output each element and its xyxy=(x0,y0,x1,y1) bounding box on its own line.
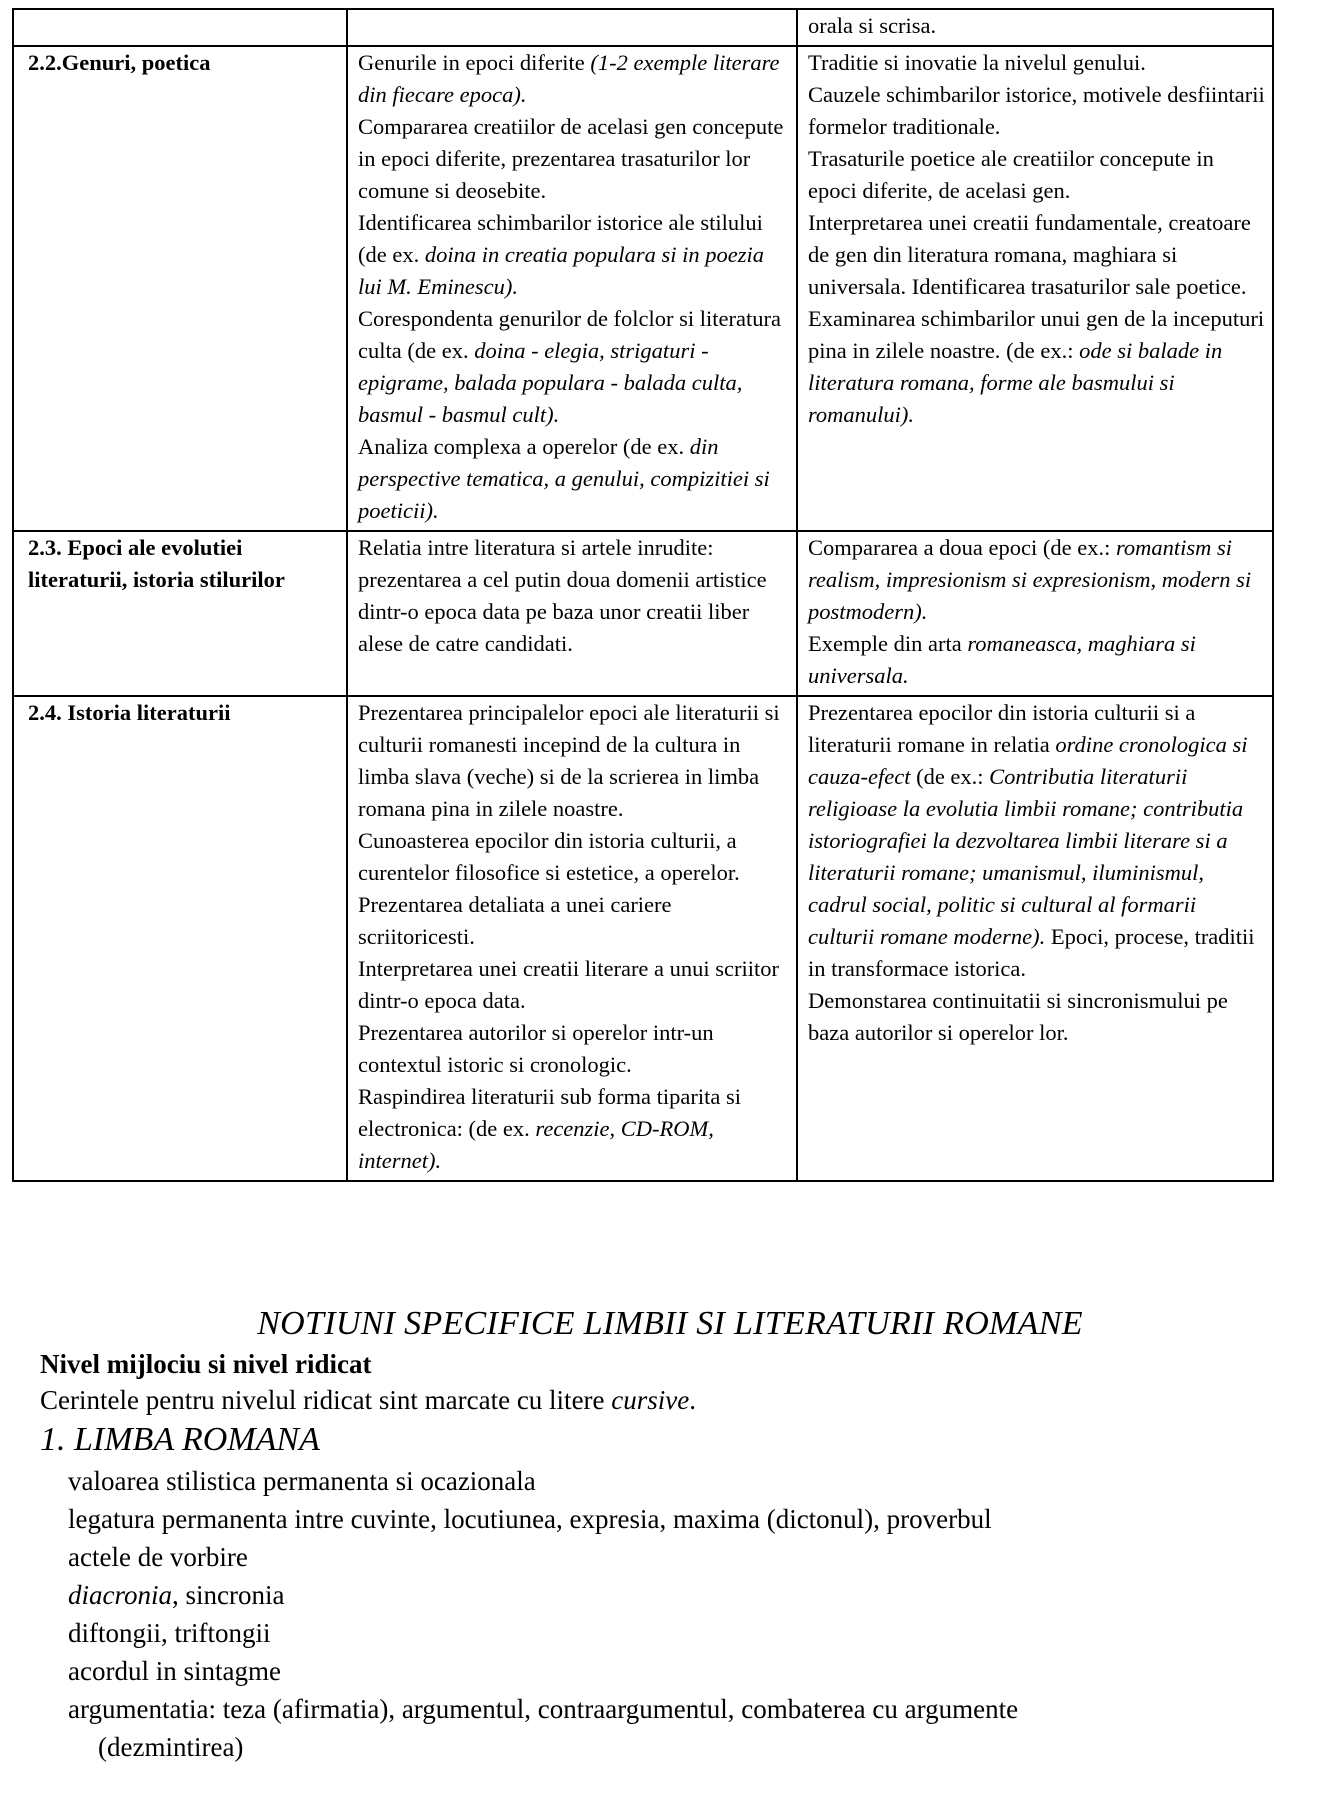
paragraph xyxy=(808,207,1266,303)
text-run: Trasaturile poetice ale creatiilor concepute in epoci diferite, de acelasi gen. xyxy=(808,146,1214,203)
text-run: orala si scrisa. xyxy=(808,13,937,38)
paragraph xyxy=(358,825,790,953)
last-item-line2: (dezmintirea) xyxy=(98,1732,244,1762)
list-item xyxy=(68,1614,1310,1652)
paragraph xyxy=(808,628,1266,692)
terms-list xyxy=(40,1462,1310,1690)
notes-title: NOTIUNI SPECIFICE LIMBII SI LITERATURII ROMANE xyxy=(257,1305,1083,1342)
text-run: Traditie si inovatie la nivelul genului. xyxy=(808,50,1146,75)
text-run: Raspindirea literaturii sub forma tiparita si electronica: (de ex. xyxy=(358,1084,742,1141)
text-run: Corespondenta genurilor de folclor si literatura culta xyxy=(358,306,781,363)
text-run: (de ex.: xyxy=(1006,338,1080,363)
paragraph xyxy=(358,1081,790,1177)
text-run: Demonstarea continuitatii si sincronismului pe baza autorilor si operelor lor. xyxy=(808,988,1228,1045)
list-item xyxy=(68,1690,1310,1766)
text-run: Interpretarea unei creatii fundamentale, creatoare de gen din literatura romana, maghiara si universala. Identificarea trasaturilor sale poetice. xyxy=(808,210,1251,299)
italic-text: ordine cronologica si cauza-efect xyxy=(808,732,1248,789)
content-cell xyxy=(347,531,797,696)
text-run: Analiza complexa a operelor xyxy=(358,434,623,459)
paragraph xyxy=(358,532,790,660)
text-run: legatura permanenta intre cuvinte, locutiunea, expresia, maxima (dictonul), proverbul xyxy=(68,1504,992,1534)
text-run: (de ex. xyxy=(358,242,425,267)
section-heading: 1. LIMBA ROMANA xyxy=(40,1421,320,1458)
list-item xyxy=(68,1500,1310,1538)
text-run: Cunoasterea epocilor din istoria culturii, a curentelor filosofice si estetice, a operelor. Prezentarea detaliata a unei cariere scriitoricesti. xyxy=(358,828,740,949)
italic-text: diacronia xyxy=(68,1580,172,1610)
italic-text: romantism si realism, impresionism si expresionism, modern si postmodern). xyxy=(808,535,1252,624)
text-run: Compararea creatiilor de acelasi gen concepute in epoci diferite, prezentarea trasaturilor lor comune si deosebite. xyxy=(358,114,784,203)
text-run: Interpretarea unei creatii literare a unui scriitor dintr-o epoca data. xyxy=(358,956,780,1013)
paragraph xyxy=(808,10,1266,42)
curriculum-table-body xyxy=(13,9,1273,1181)
paragraph xyxy=(808,303,1266,431)
text-run: Prezentarea epocilor din istoria culturii si a literaturii romane in relatia xyxy=(808,700,1196,757)
table-row xyxy=(13,9,1273,46)
italic-text: din perspective tematica, a genului, compizitiei si poeticii). xyxy=(358,434,770,523)
paragraph xyxy=(808,47,1266,79)
paragraph xyxy=(358,697,790,825)
list-item xyxy=(68,1462,1310,1500)
paragraph xyxy=(358,207,790,303)
text-run: Relatia intre literatura si artele inrudite: prezentarea a cel putin doua domenii artistice dintr-o epoca data pe baza unor creatii liber alese de catre candidati. xyxy=(358,535,767,656)
topic-cell xyxy=(13,9,347,46)
list-item xyxy=(68,1538,1310,1576)
last-item-line1: argumentatia: teza (afirmatia), argumentul, contraargumentul, combaterea cu argumente xyxy=(68,1694,1019,1724)
topic-cell: 2.2.Genuri, poetica xyxy=(13,46,347,531)
cursive-note xyxy=(40,1382,1310,1418)
text-run: Compararea a doua epoci xyxy=(808,535,1043,560)
text-run: Identificarea schimbarilor istorice ale stilului xyxy=(358,210,763,235)
text-run: (de ex. xyxy=(622,434,690,459)
text-run: Genurile in epoci diferite xyxy=(358,50,591,75)
level-heading: Nivel mijlociu si nivel ridicat xyxy=(40,1349,372,1379)
paragraph xyxy=(358,431,790,527)
text-run: Prezentarea principalelor epoci ale literaturii si culturii romanesti incepind de la cultura in limba slava (veche) si de la scrierea in limba romana pina in zilele noastre. xyxy=(358,700,780,821)
text-run: (de ex.: xyxy=(1042,535,1116,560)
text-run: valoarea stilistica permanenta si ocazionala xyxy=(68,1466,536,1496)
curriculum-table xyxy=(12,8,1274,1182)
italic-text: doina - elegia, strigaturi - epigrame, balada populara - balada culta, basmul - basmul cult). xyxy=(358,338,743,427)
text-run: acordul in sintagme xyxy=(68,1656,281,1686)
requirements-cell xyxy=(797,9,1273,46)
paragraph xyxy=(808,143,1266,207)
text-run: , sincronia xyxy=(172,1580,285,1610)
paragraph xyxy=(358,111,790,207)
content-cell xyxy=(347,9,797,46)
content-cell xyxy=(347,696,797,1181)
note-prefix: Cerintele pentru nivelul ridicat sint marcate cu litere xyxy=(40,1385,612,1415)
paragraph xyxy=(808,697,1266,985)
text-run: (de ex. xyxy=(407,338,475,363)
text-run: Cauzele schimbarilor istorice, motivele desfiintarii formelor traditionale. xyxy=(808,82,1265,139)
paragraph xyxy=(358,953,790,1017)
italic-text: doina in creatia populara si in poezia lui M. Eminescu). xyxy=(358,242,765,299)
table-row xyxy=(13,46,1273,531)
paragraph xyxy=(358,1017,790,1081)
text-run: Exemple din arta xyxy=(808,631,968,656)
note-italic: cursive xyxy=(611,1385,690,1415)
paragraph xyxy=(358,47,790,111)
paragraph xyxy=(808,985,1266,1049)
paragraph xyxy=(808,79,1266,143)
text-run: (de ex.: xyxy=(910,764,990,789)
notes-section xyxy=(40,1302,1310,1766)
table-row xyxy=(13,696,1273,1181)
italic-text: ode si balade in literatura romana, forme ale basmului si romanului). xyxy=(808,338,1223,427)
text-run: Prezentarea autorilor si operelor intr-un contextul istoric si cronologic. xyxy=(358,1020,714,1077)
list-item xyxy=(68,1652,1310,1690)
text-run: Examinarea schimbarilor unui gen de la inceputuri pina in zilele noastre. xyxy=(808,306,1265,363)
terms-list-last xyxy=(40,1690,1310,1766)
italic-text: Contributia literaturii religioase la evolutia limbii romane; contributia istoriografiei la dezvoltarea limbii literare si a literaturii romane; umanismul, iluminismul, cadrul social, politic si cultural al formarii culturii romane moderne). xyxy=(808,764,1244,949)
italic-text: recenzie, CD-ROM, internet). xyxy=(358,1116,714,1173)
requirements-cell xyxy=(797,531,1273,696)
topic-cell: 2.4. Istoria literaturii xyxy=(13,696,347,1181)
note-suffix: . xyxy=(689,1385,696,1415)
text-run: Epoci, procese, traditii in transformace istorica. xyxy=(808,924,1255,981)
italic-text: romaneasca, maghiara si universala. xyxy=(808,631,1196,688)
paragraph xyxy=(358,303,790,431)
list-item xyxy=(68,1576,1310,1614)
text-run: diftongii, triftongii xyxy=(68,1618,271,1648)
italic-text: (1-2 exemple literare din fiecare epoca). xyxy=(358,50,780,107)
topic-cell: 2.3. Epoci ale evolutiei literaturii, istoria stilurilor xyxy=(13,531,347,696)
table-row xyxy=(13,531,1273,696)
text-run: actele de vorbire xyxy=(68,1542,248,1572)
requirements-cell xyxy=(797,696,1273,1181)
content-cell xyxy=(347,46,797,531)
requirements-cell xyxy=(797,46,1273,531)
paragraph xyxy=(808,532,1266,628)
